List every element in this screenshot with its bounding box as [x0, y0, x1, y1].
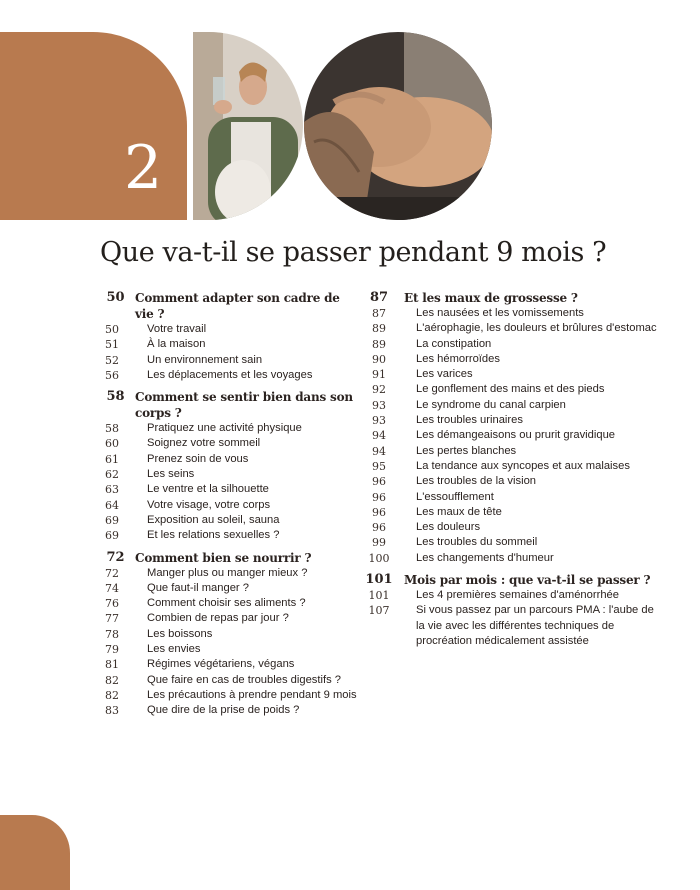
toc-entry-page: 74 [105, 581, 119, 595]
toc-section [98, 290, 360, 322]
toc-entry-label: Prenez soin de vous [147, 452, 249, 465]
toc-section-page: 58 [106, 389, 125, 405]
toc-entry [364, 382, 664, 397]
toc-entry-label: Les troubles de la vision [416, 475, 537, 488]
toc-entry-page: 93 [372, 414, 386, 428]
toc-entry-page: 100 [368, 551, 390, 565]
toc-entry-page: 81 [105, 658, 119, 672]
toc-entry-label: Soignez votre sommeil [147, 437, 261, 450]
toc-entry [98, 353, 360, 368]
toc-right-column [364, 290, 664, 649]
toc-entry-label: Les seins [147, 468, 195, 481]
toc-entry [98, 596, 360, 611]
toc-entry [98, 528, 360, 543]
toc-entry-page: 82 [105, 688, 119, 702]
toc-entry-page: 58 [105, 422, 119, 436]
toc-entry [98, 566, 360, 581]
toc-entry-label: Les nausées et les vomissements [416, 307, 584, 319]
toc-entry-page: 96 [372, 490, 386, 504]
toc-entry-page: 60 [105, 437, 119, 451]
toc-entry [364, 551, 664, 566]
toc-entry [364, 490, 664, 505]
toc-entry-page: 96 [372, 505, 386, 519]
toc-entry-label: Les maux de tête [416, 505, 502, 518]
toc-entry-label: Si vous passez par un parcours PMA : l'aube de la vie avec les différentes techniques de procréation médicalement assistée [416, 604, 654, 647]
toc-entry-label: Un environnement sain [147, 353, 263, 366]
photo-pregnant-belly [304, 32, 492, 220]
toc-entry-page: 50 [105, 323, 119, 336]
toc-entry-page: 64 [105, 498, 119, 512]
toc-entry [364, 321, 664, 336]
toc-section-title: Comment se sentir bien dans son corps ? [135, 390, 353, 421]
toc-entry-label: Les précautions à prendre pendant 9 mois [147, 688, 357, 701]
toc-entry [364, 588, 664, 603]
toc-entry [98, 611, 360, 626]
toc-entry-page: 94 [372, 444, 386, 458]
toc-entry-page: 78 [105, 627, 119, 641]
photo-pregnant-woman-drinking [193, 32, 303, 220]
toc-entry [98, 421, 360, 436]
toc-entry [98, 452, 360, 467]
toc-entry-page: 83 [105, 704, 119, 718]
toc-section-title: Comment adapter son cadre de vie ? [135, 291, 340, 321]
toc-entry [98, 337, 360, 352]
toc-entry-page: 90 [372, 352, 386, 366]
toc-entry [364, 352, 664, 367]
toc-entry-page: 63 [105, 483, 119, 497]
toc-entry-page: 94 [372, 429, 386, 443]
toc-entry [364, 603, 664, 649]
toc-entry-label: Exposition au soleil, sauna [147, 513, 280, 526]
toc-entry-page: 69 [105, 513, 119, 527]
toc-entry-page: 52 [105, 353, 119, 367]
toc-entry-page: 107 [368, 604, 390, 618]
toc-entry [98, 657, 360, 672]
toc-entry [98, 688, 360, 703]
toc-section [98, 389, 360, 421]
toc-entry-page: 93 [372, 398, 386, 412]
toc-entry-page: 61 [105, 452, 119, 466]
toc-entry [364, 413, 664, 428]
toc-entry [364, 444, 664, 459]
toc-entry-label: Les envies [147, 643, 201, 656]
toc-entry-label: Manger plus ou manger mieux ? [147, 566, 308, 579]
toc-entry-page: 51 [105, 338, 119, 352]
toc-entry-label: Les pertes blanches [416, 444, 517, 457]
toc-section-page: 87 [369, 290, 389, 305]
toc-entry [98, 703, 360, 718]
toc-entry-label: L'essoufflement [416, 490, 494, 503]
toc-section-title: Comment bien se nourrir ? [135, 550, 312, 565]
toc-entry-page: 96 [372, 521, 386, 535]
toc-entry-label: Et les relations sexuelles ? [147, 529, 280, 542]
toc-section-title: Mois par mois : que va-t-il se passer ? [404, 573, 651, 588]
toc-entry-label: Les troubles urinaires [416, 414, 523, 427]
toc-entry-label: Pratiquez une activité physique [147, 422, 302, 435]
toc-entry-page: 92 [372, 383, 386, 397]
toc-entry [364, 459, 664, 474]
toc-entry-label: Le ventre et la silhouette [147, 483, 269, 496]
toc-entry [98, 482, 360, 497]
toc-left-column [98, 290, 360, 719]
toc-entry-label: Les varices [416, 368, 473, 381]
toc-entry [98, 322, 360, 337]
toc-entry [364, 505, 664, 520]
toc-entry-page: 76 [105, 597, 119, 611]
toc-entry-label: Les changements d'humeur [416, 551, 554, 564]
toc-entry-page: 101 [368, 589, 390, 603]
toc-entry-page: 87 [372, 307, 386, 320]
toc-entry-label: L'aérophagie, les douleurs et brûlures d'estomac [416, 322, 657, 335]
toc-entry-label: À la maison [147, 338, 206, 351]
toc-entry-label: Le syndrome du canal carpien [416, 398, 566, 411]
toc-entry-page: 89 [372, 322, 386, 336]
toc-entry [364, 520, 664, 535]
toc-entry-label: Les hémorroïdes [416, 352, 500, 365]
toc-entry-page: 82 [105, 673, 119, 687]
toc-entry-page: 95 [372, 459, 386, 473]
toc-entry-page: 99 [372, 536, 386, 550]
toc-entry [364, 398, 664, 413]
toc-entry [98, 581, 360, 596]
toc-entry-page: 56 [105, 368, 119, 382]
bottom-color-tab [0, 815, 70, 890]
toc-entry-page: 72 [105, 566, 119, 580]
toc-entry [364, 428, 664, 443]
toc-entry-label: Combien de repas par jour ? [147, 612, 289, 625]
toc-entry-label: La tendance aux syncopes et aux malaises [416, 459, 630, 472]
toc-entry-label: Que faire en cas de troubles digestifs ? [147, 673, 342, 686]
toc-entry [364, 367, 664, 382]
page-title: Que va-t-il se passer pendant 9 mois ? [100, 237, 607, 268]
toc-section-page: 72 [106, 549, 125, 565]
toc-entry-label: Votre visage, votre corps [147, 498, 271, 511]
toc-section-title: Et les maux de grossesse ? [404, 291, 578, 305]
toc-entry [98, 368, 360, 383]
toc-entry-label: Régimes végétariens, végans [147, 658, 295, 671]
toc-entry [98, 467, 360, 482]
toc-entry-label: Les troubles du sommeil [416, 536, 538, 549]
toc-section-page: 50 [106, 290, 125, 305]
toc-entry [98, 436, 360, 451]
toc-section [364, 290, 664, 306]
toc-entry [364, 306, 664, 321]
toc-entry-label: Les douleurs [416, 521, 481, 534]
toc-entry [98, 673, 360, 688]
toc-entry [364, 474, 664, 489]
toc-entry [98, 627, 360, 642]
toc-entry-label: Les déplacements et les voyages [147, 368, 313, 381]
toc-entry [98, 498, 360, 513]
toc-entry-page: 69 [105, 529, 119, 543]
toc-entry-page: 89 [372, 337, 386, 351]
toc-entry [98, 642, 360, 657]
toc-entry [98, 513, 360, 528]
toc-section-page: 101 [365, 572, 393, 588]
toc-entry-page: 96 [372, 475, 386, 489]
toc-entry-page: 79 [105, 643, 119, 657]
toc-entry-label: Votre travail [147, 323, 207, 335]
toc-entry-label: Le gonflement des mains et des pieds [416, 383, 605, 396]
toc-section [98, 550, 360, 566]
toc-entry-label: Que faut-il manger ? [147, 581, 249, 594]
toc-entry-label: Les boissons [147, 627, 213, 640]
chapter-number: 2 [124, 133, 163, 203]
toc-entry [364, 535, 664, 550]
toc-entry-page: 91 [372, 368, 386, 382]
toc-entry-page: 77 [105, 612, 119, 626]
toc-entry-label: Les démangeaisons ou prurit gravidique [416, 429, 616, 442]
toc-entry-page: 62 [105, 468, 119, 482]
toc-section [364, 572, 664, 588]
toc-entry-label: Les 4 premières semaines d'aménorrhée [416, 589, 619, 602]
toc-entry-label: Comment choisir ses aliments ? [147, 597, 306, 610]
toc-entry-label: Que dire de la prise de poids ? [147, 704, 300, 717]
toc-entry [364, 337, 664, 352]
toc-entry-label: La constipation [416, 337, 492, 350]
